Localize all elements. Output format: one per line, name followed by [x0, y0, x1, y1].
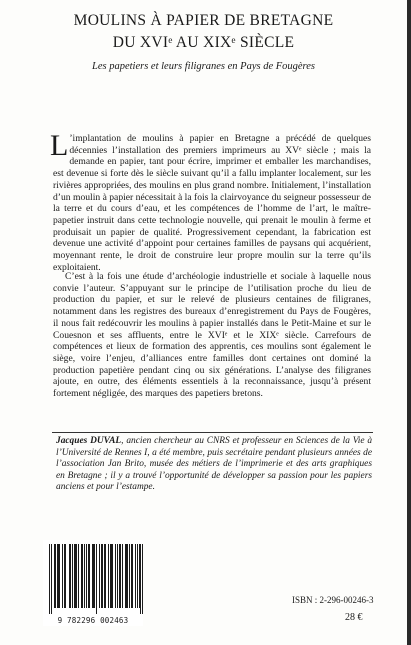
paragraph-2	[53, 271, 371, 400]
paragraph-2-text: C’est à la fois une étude d’archéologie industrielle et sociale à laquelle nous convie l’auteur. S’appuyant sur le principe de l’utilisation proche du lieu de production du papier, et sur le relevé de plusieurs centaines de filigranes, notamment dans les registres des bureaux d’enregistrement du Pays de Fougères, il nous fait redécouvrir les moulins à papier installés dans le Petit-Maine et sur le Couesnon et ses affluents, entre le XVIᵉ et le XIXᵉ siècle. Carrefours de compétences et lieux de formation des apprentis, ces moulins sont également le siège, voire l’enjeu, d’alliances entre familles dont certaines ont dominé la production papetière pendant cinq ou six générations. L’analyse des filigranes ajoute, en outre, des éléments essentiels à la reconnaissance, jusqu’à présent fortement négligée, des marques des papetiers bretons.	[53, 271, 371, 400]
paragraph-1	[50, 129, 371, 273]
title-line-2: DU XVIᵉ AU XIXᵉ SIÈCLE	[112, 34, 295, 51]
price: 28 €	[345, 612, 363, 623]
author-bio-text: , ancien chercheur au CNRS et professeur en Sciences de la Vie à l’Université de Rennes I, a été membre, puis secrétaire pendant plusieurs années de l’association Jan Brito, musée des métiers de l’imprimerie et des arts graphiques en Bretagne ; il y a trouvé l’opportunité de développer sa passion pour les papiers anciens et pour l’estampe.	[56, 436, 373, 493]
barcode-icon	[49, 544, 143, 614]
barcode-block	[43, 540, 143, 626]
cover-edge	[407, 0, 411, 645]
subtitle: Les papetiers et leurs filigranes en Pays de Fougères	[92, 61, 315, 72]
barcode-digits: 9 782296 002463	[57, 616, 129, 625]
paragraph-1-text: ’implantation de moulins à papier en Bretagne a précédé de quelques décennies l’installation des premiers imprimeurs au XVᵉ siècle ; mais la demande en papier, tant pour écrire, imprimer et emballer les marchandises, est devenue si forte dès le siècle suivant qu’il a fallu implanter localement, sur les rivières appropriées, des moulins en plus grand nombre. Initialement, l’installation d’un moulin à papier nécessitait à la fois la clairvoyance du seigneur possesseur de la terre et du cours d’eau, et les compétences de l’homme de l’art, le maître-papetier instruit dans cette technologie nouvelle, qui prenait le moulin à ferme et produisait un papier de qualité. Progressivement cependant, la fabrication est devenue une activité d’appoint pour certaines familles de paysans qui acquérient, moyennant rente, le droit de construire leur propre moulin sur la terre qu’ils exploitaient.	[53, 133, 371, 273]
author-name: Jacques DUVAL	[56, 436, 122, 446]
divider	[52, 432, 373, 433]
drop-cap: L	[50, 129, 69, 162]
author-bio	[56, 436, 372, 494]
title-line-1: MOULINS À PAPIER DE BRETAGNE	[73, 12, 334, 29]
isbn: ISBN : 2-296-00246-3	[292, 595, 374, 605]
